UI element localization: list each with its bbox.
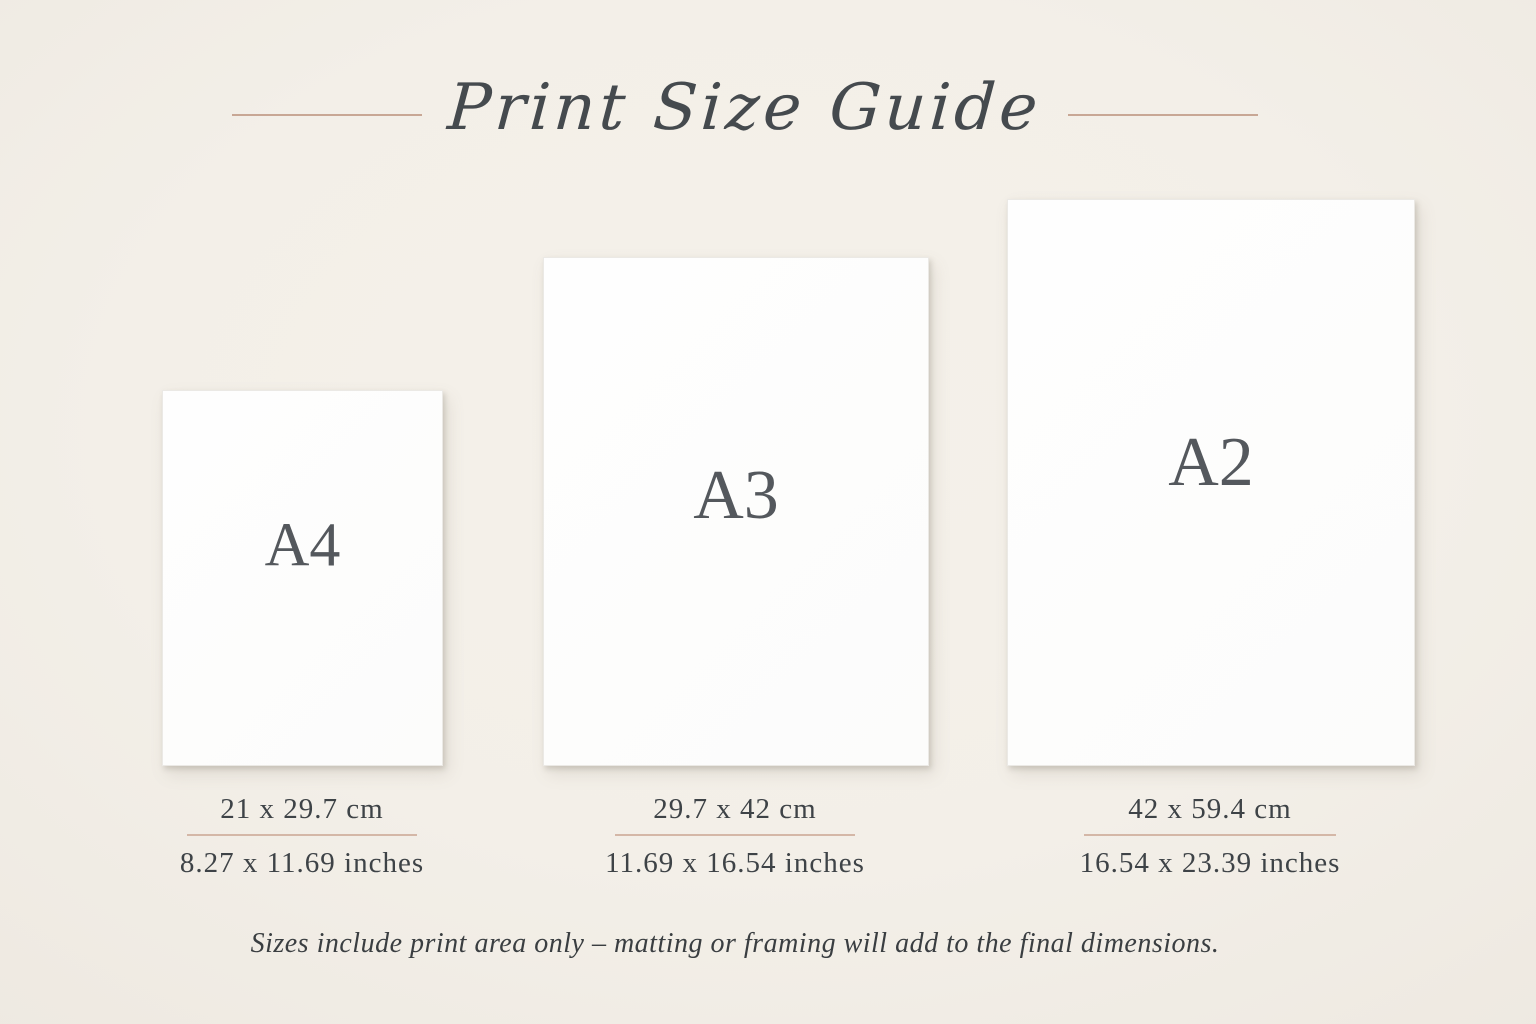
title-row [0, 58, 1490, 158]
dimension-divider-a4 [187, 834, 417, 836]
dimension-divider-a3 [615, 834, 855, 836]
dimensions-a3 [565, 792, 905, 880]
footer-note: Sizes include print area only – matting or framing will add to the final dimensions. [250, 928, 1220, 959]
paper-size-label-a4: A4 [264, 511, 341, 580]
paper-sheet-a4 [162, 390, 443, 766]
paper-size-label-a3: A3 [693, 457, 779, 535]
dimension-inches-a2: 16.54 x 23.39 inches [1079, 847, 1341, 879]
dimension-cm-a4: 21 x 29.7 cm [220, 793, 384, 825]
paper-sheet-a3 [543, 257, 929, 766]
title-decorative-line-right [1068, 114, 1258, 116]
dimension-inches-a4: 8.27 x 11.69 inches [179, 847, 425, 879]
dimension-cm-a3: 29.7 x 42 cm [653, 793, 817, 825]
dimension-inches-a3: 11.69 x 16.54 inches [605, 847, 865, 879]
dimensions-a4 [132, 792, 472, 880]
paper-size-label-a2: A2 [1168, 423, 1254, 501]
dimensions-a2 [1040, 792, 1380, 880]
page-title: Print Size Guide [445, 71, 1045, 145]
paper-sheet-a2 [1007, 199, 1415, 766]
dimension-cm-a2: 42 x 59.4 cm [1128, 793, 1292, 825]
title-decorative-line-left [232, 114, 422, 116]
dimension-divider-a2 [1084, 834, 1336, 836]
